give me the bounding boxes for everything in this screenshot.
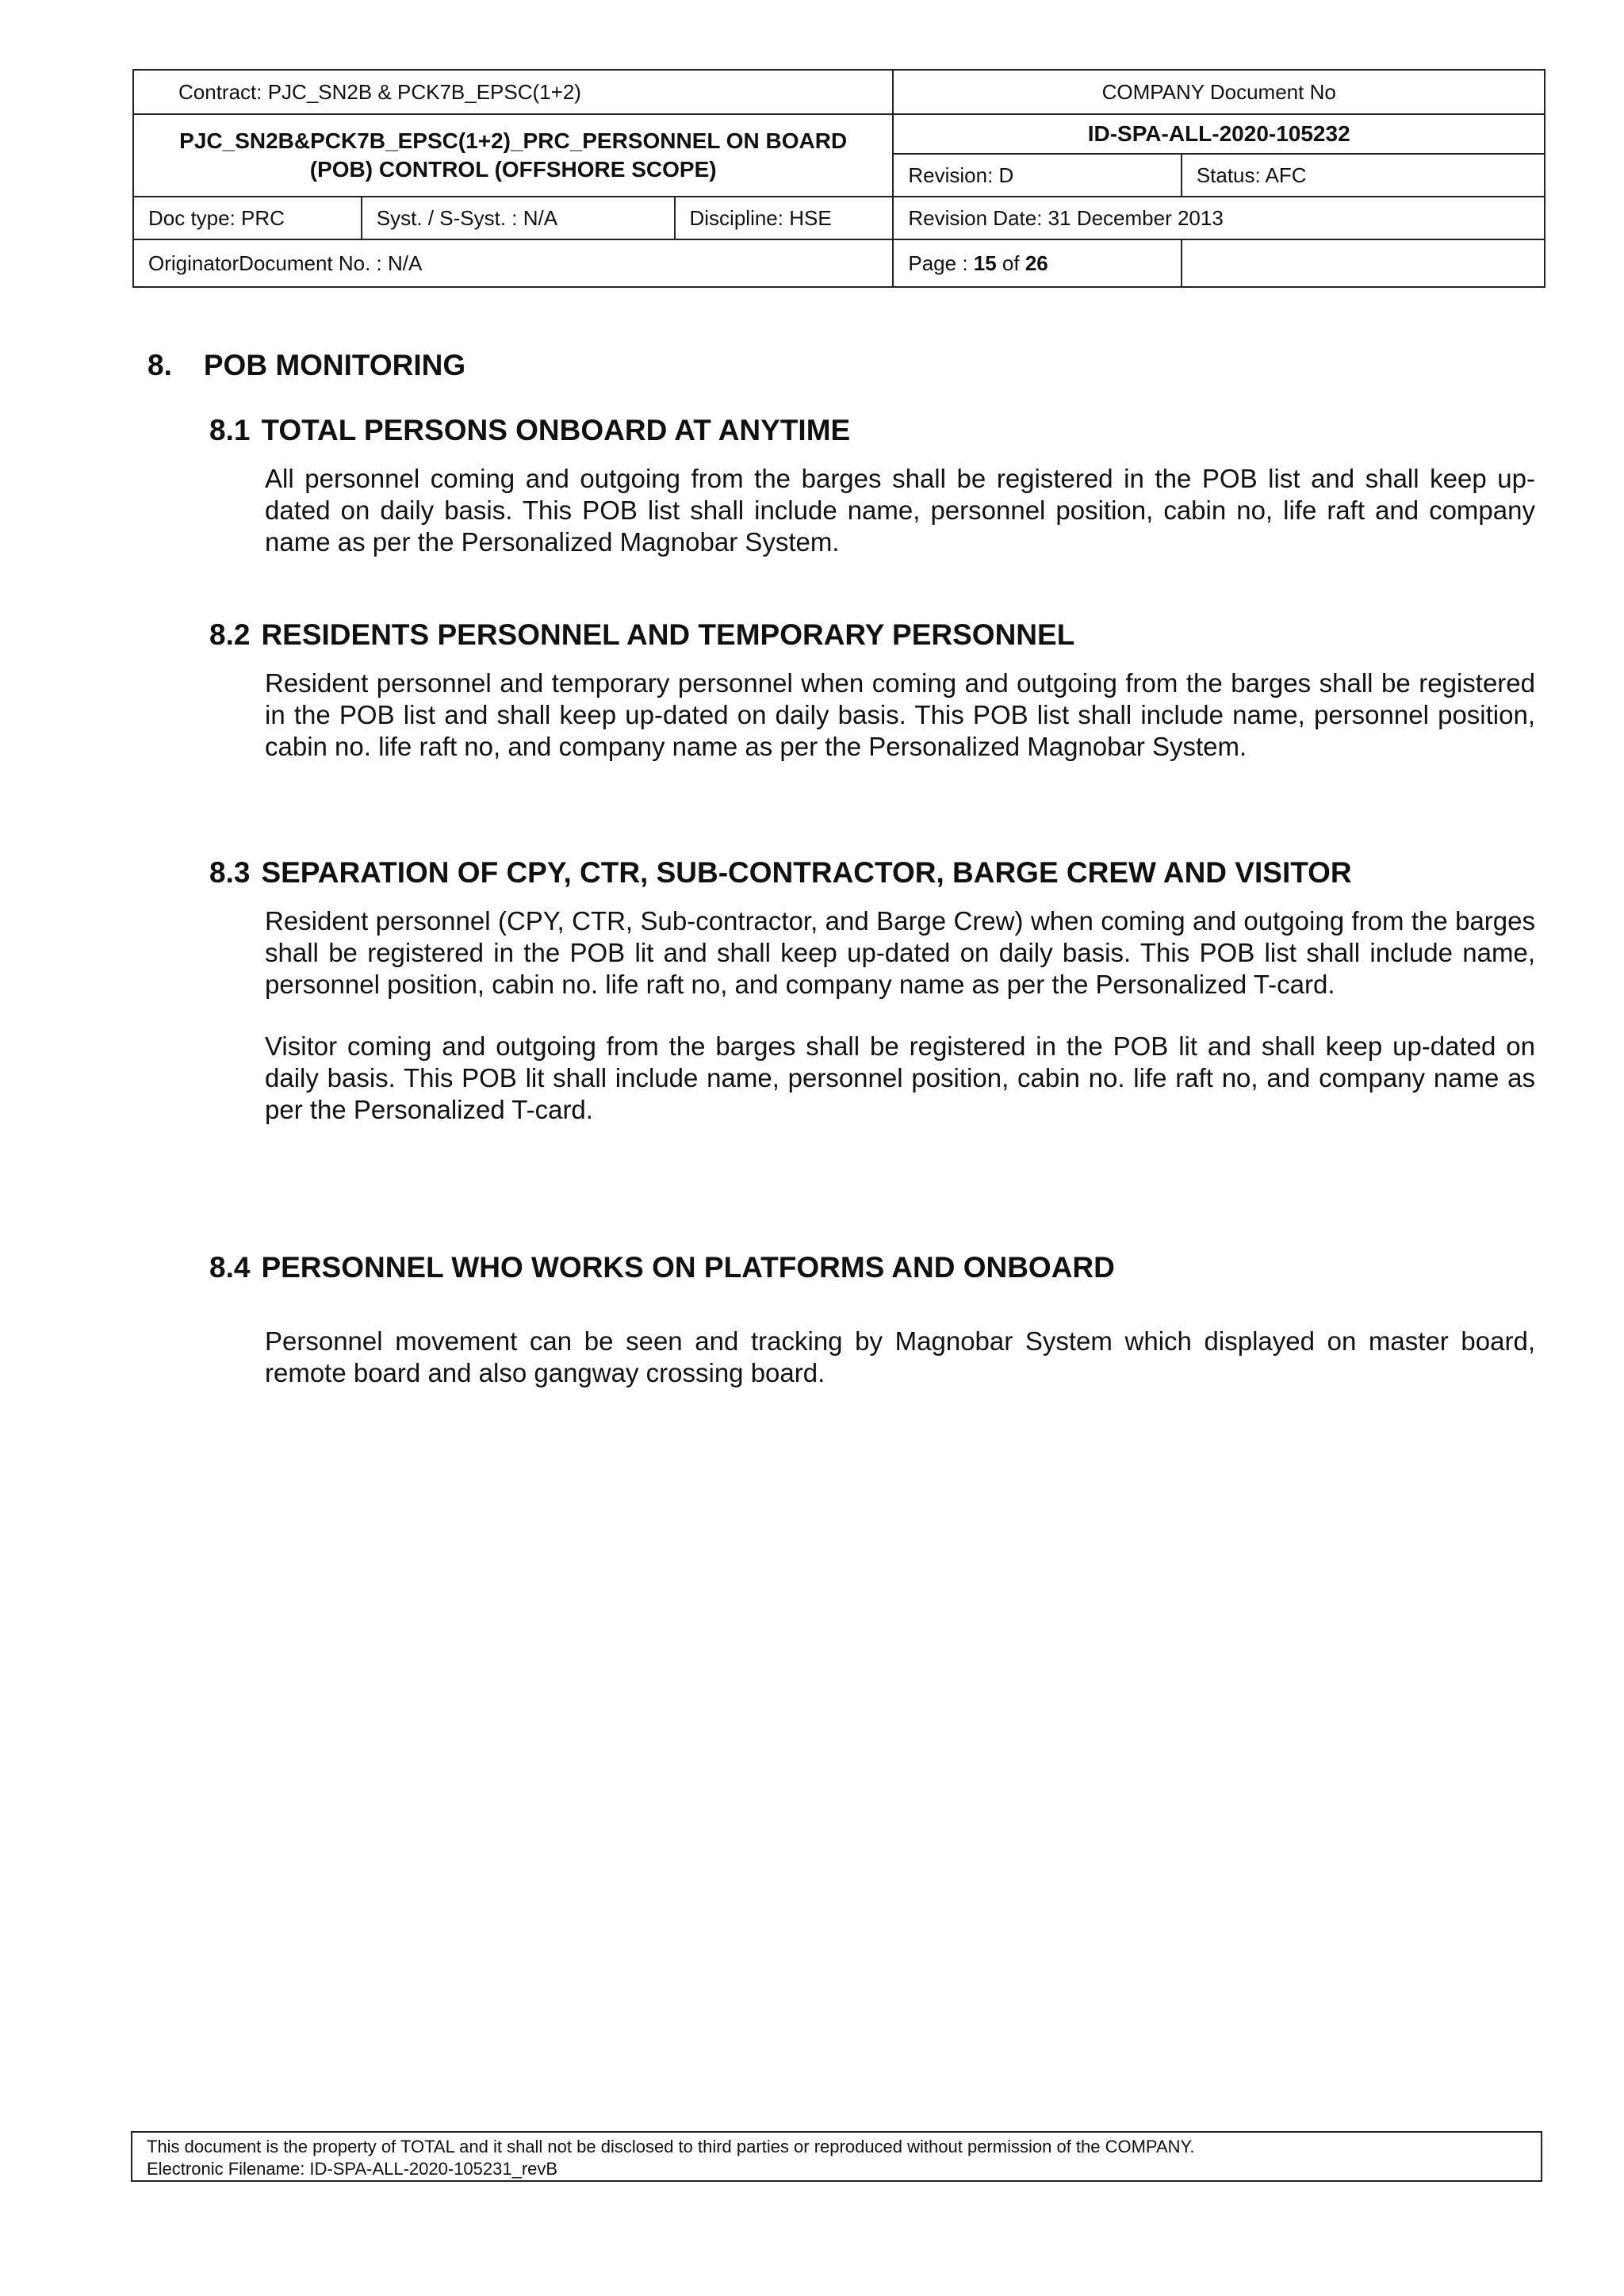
footer-filename: Electronic Filename: ID-SPA-ALL-2020-105231_revB <box>147 2159 558 2179</box>
paragraph: Visitor coming and outgoing from the barges shall be registered in the POB lit and shall keep up-dated on daily basis. This POB lit shall include name, personnel position, cabin no. life raft no, and company name as per the Personalized T-card. <box>265 1031 1535 1124</box>
page-number-cell <box>893 239 1181 287</box>
discipline-cell: Discipline: HSE <box>675 197 894 239</box>
system-cell: Syst. / S-Syst. : N/A <box>362 197 675 239</box>
section-number: 8. <box>147 349 172 381</box>
footer-disclaimer: This document is the property of TOTAL and it shall not be disclosed to third parties or reproduced without permission of the COMPANY. <box>147 2137 1195 2156</box>
paragraph: Resident personnel (CPY, CTR, Sub-contractor, and Barge Crew) when coming and outgoing from the barges shall be registered in the POB lit and shall keep up-dated on daily basis. This POB list shall include name, personnel position, cabin no. life raft no, and company name as per the Personalized T-card. <box>265 906 1535 999</box>
subsection-8-1 <box>209 414 1535 558</box>
document-title: PJC_SN2B&PCK7B_EPSC(1+2)_PRC_PERSONNEL ON BOARD (POB) CONTROL (OFFSHORE SCOPE) <box>133 114 893 197</box>
section-heading <box>147 349 465 382</box>
subsection-heading <box>209 1251 1535 1284</box>
revision-cell: Revision: D <box>893 154 1181 197</box>
status-cell: Status: AFC <box>1182 154 1545 197</box>
subsection-8-4 <box>209 1251 1535 1389</box>
document-header-table <box>132 69 1545 288</box>
subsection-number: 8.1 <box>209 414 251 446</box>
revision-date-cell: Revision Date: 31 December 2013 <box>893 197 1545 239</box>
page-of: of <box>996 251 1025 275</box>
paragraph: Personnel movement can be seen and tracking by Magnobar System which displayed on master board, remote board and also gangway crossing board. <box>265 1326 1535 1387</box>
subsection-number: 8.3 <box>209 856 251 889</box>
page-prefix: Page : <box>908 251 974 275</box>
empty-cell <box>1182 239 1545 287</box>
page-current: 15 <box>973 251 997 275</box>
subsection-8-3 <box>209 856 1535 1126</box>
contract-cell: Contract: PJC_SN2B & PCK7B_EPSC(1+2) <box>133 70 893 114</box>
doc-type-cell: Doc type: PRC <box>133 197 362 239</box>
subsection-title: TOTAL PERSONS ONBOARD AT ANYTIME <box>261 414 851 446</box>
company-doc-label: COMPANY Document No <box>893 70 1545 114</box>
section-title: POB MONITORING <box>203 349 466 381</box>
subsection-8-2 <box>209 618 1535 763</box>
subsection-title: RESIDENTS PERSONNEL AND TEMPORARY PERSONNEL <box>261 618 1075 651</box>
subsection-heading <box>209 414 1535 447</box>
subsection-heading <box>209 618 1535 652</box>
page-total: 26 <box>1025 251 1048 275</box>
document-footer <box>131 2131 1542 2182</box>
subsection-title: PERSONNEL WHO WORKS ON PLATFORMS AND ONBOARD <box>261 1251 1115 1284</box>
subsection-number: 8.2 <box>209 618 251 651</box>
company-doc-number: ID-SPA-ALL-2020-105232 <box>893 114 1545 154</box>
paragraph: Resident personnel and temporary personnel when coming and outgoing from the barges shall be registered in the POB list and shall keep up-dated on daily basis. This POB list shall include name, personnel position, cabin no. life raft no, and company name as per the Personalized Magnobar System. <box>265 668 1535 761</box>
subsection-number: 8.4 <box>209 1251 251 1284</box>
subsection-heading <box>209 856 1535 890</box>
originator-doc-cell: OriginatorDocument No. : N/A <box>133 239 893 287</box>
subsection-title: SEPARATION OF CPY, CTR, SUB-CONTRACTOR, BARGE CREW AND VISITOR <box>261 856 1352 889</box>
paragraph: All personnel coming and outgoing from the barges shall be registered in the POB list and shall keep up-dated on daily basis. This POB list shall include name, personnel position, cabin no, life raft and company name as per the Personalized Magnobar System. <box>265 464 1535 557</box>
